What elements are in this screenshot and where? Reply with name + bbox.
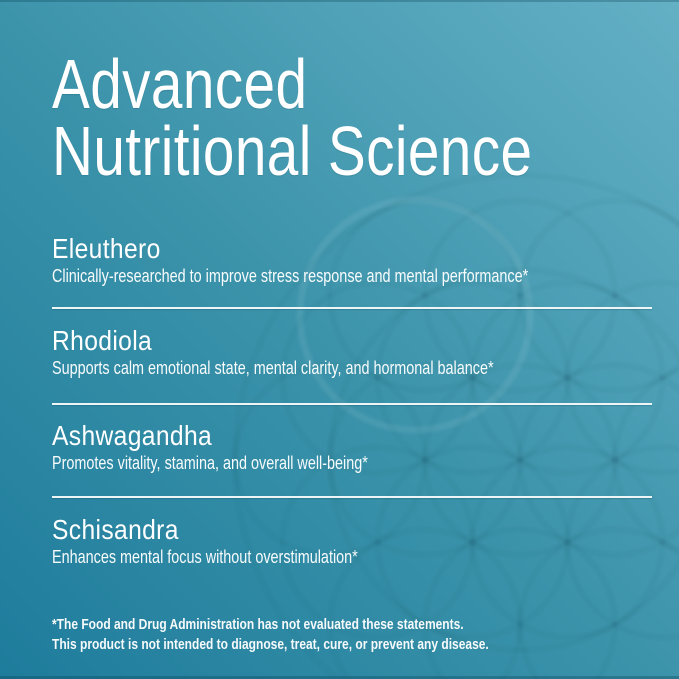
section-schisandra (52, 515, 667, 569)
section-rhodiola (52, 326, 667, 380)
ingredient-description: Enhances mental focus without overstimulation* (52, 547, 358, 567)
ingredient-name: Eleuthero (52, 233, 161, 264)
fda-disclaimer-line-2: This product is not intended to diagnose, treat, cure, or prevent any disease. (52, 636, 489, 653)
section-eleuthero (52, 234, 667, 288)
ingredient-name: Ashwagandha (52, 420, 213, 451)
section-divider (52, 307, 652, 309)
page-title-line-1: Advanced (52, 45, 308, 123)
ingredient-name: Rhodiola (52, 325, 153, 356)
ingredient-name: Schisandra (52, 514, 179, 545)
page-title-line-2: Nutritional Science (52, 112, 533, 190)
ingredient-description: Promotes vitality, stamina, and overall well-being* (52, 453, 368, 473)
ingredient-description: Supports calm emotional state, mental clarity, and hormonal balance* (52, 358, 494, 378)
section-ashwagandha (52, 421, 667, 475)
ingredient-description: Clinically-researched to improve stress response and mental performance* (52, 266, 529, 286)
fda-disclaimer-line-1: *The Food and Drug Administration has not evaluated these statements. (52, 616, 464, 633)
page-title (52, 45, 645, 190)
section-divider (52, 496, 652, 498)
fda-disclaimer (52, 615, 598, 655)
section-divider (52, 403, 652, 405)
